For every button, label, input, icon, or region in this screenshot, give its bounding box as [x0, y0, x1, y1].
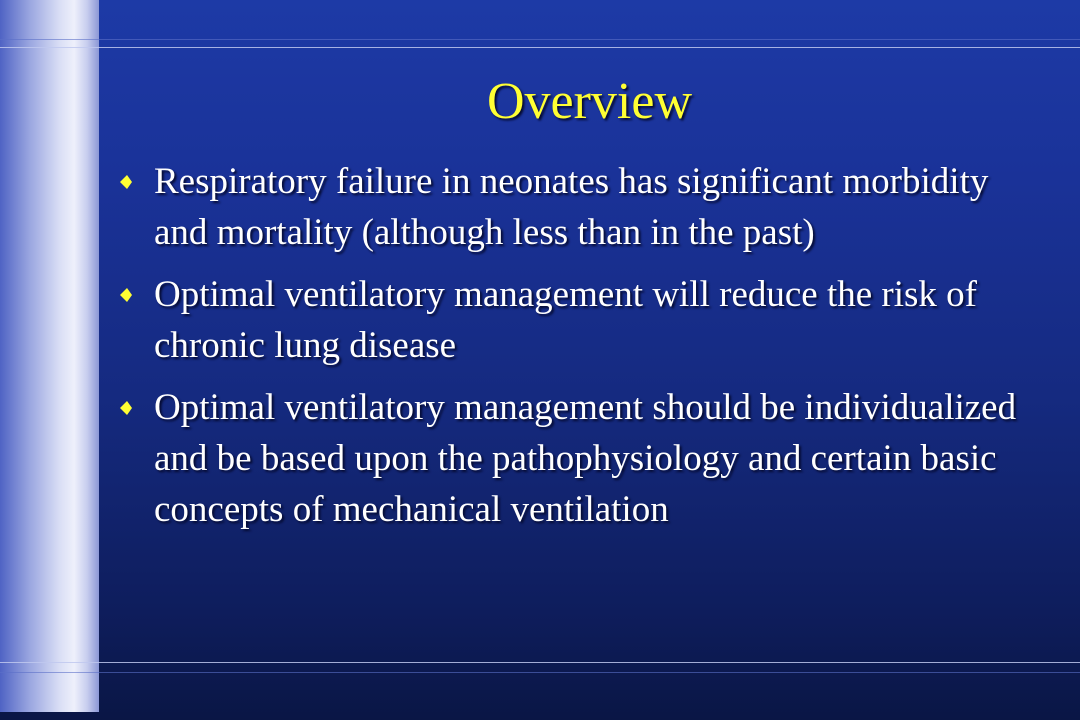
- bottom-rule: [0, 662, 1080, 663]
- bullet-item: [118, 269, 1018, 371]
- top-rule: [0, 47, 1080, 48]
- diamond-bullet-icon: [118, 172, 134, 192]
- bullet-text: Optimal ventilatory management will reduce the risk of chronic lung disease: [154, 274, 977, 366]
- bullet-item: [118, 382, 1018, 535]
- bullet-item: [118, 156, 1018, 258]
- bullet-text: Optimal ventilatory management should be individualized and be based upon the pathophysiology and certain basic concepts of mechanical ventilation: [154, 387, 1017, 530]
- decorative-side-bar: [0, 0, 99, 712]
- top-rule-shadow: [0, 39, 1080, 40]
- diamond-bullet-icon: [118, 398, 134, 418]
- bullet-list: [118, 156, 1018, 546]
- slide-title: Overview: [486, 73, 693, 130]
- bullet-text: Respiratory failure in neonates has significant morbidity and mortality (although less than in the past): [154, 161, 989, 253]
- diamond-bullet-icon: [118, 285, 134, 305]
- bottom-rule-shadow: [0, 672, 1080, 673]
